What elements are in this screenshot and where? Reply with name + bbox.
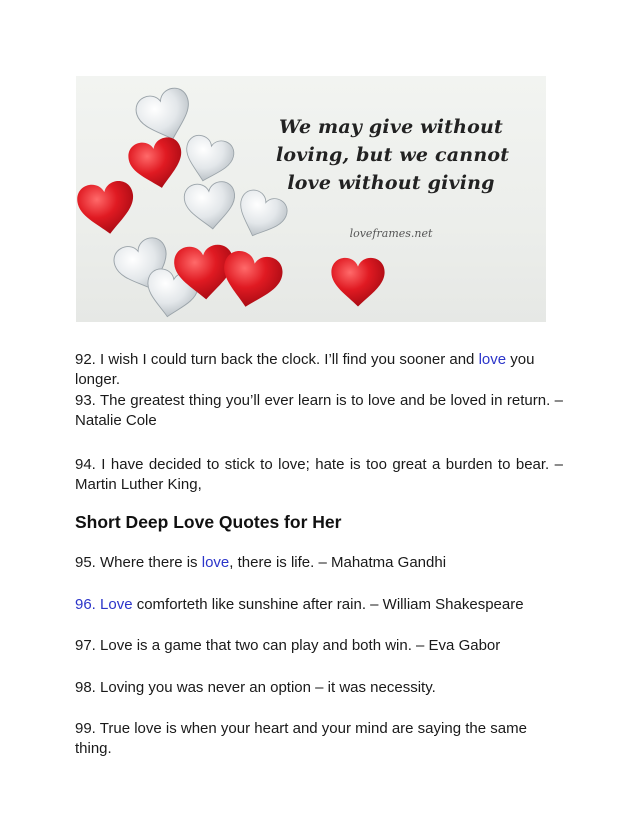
quote-93: 93. The greatest thing you’ll ever learn is to love and be loved in return. – Natalie Cole: [75, 392, 563, 429]
quote-text: you longer.: [75, 351, 535, 388]
quote-text: 92. I wish I could turn back the clock. I’ll find you sooner and: [75, 351, 479, 368]
quote-97: 97. Love is a game that two can play and both win. – Eva Gabor: [75, 637, 501, 654]
image-quote-line-2: loving, but we cannot: [276, 144, 510, 166]
quote-text: 95. Where there is: [75, 554, 202, 571]
quote-text: comforteth like sunshine after rain. – William Shakespeare: [132, 596, 524, 613]
quote-text: , there is life. – Mahatma Gandhi: [229, 554, 447, 571]
love-quote-image: [76, 76, 546, 322]
quote-95: [75, 553, 563, 573]
image-quote-line-1: We may give without: [278, 116, 504, 138]
section-heading: Short Deep Love Quotes for Her: [75, 512, 342, 532]
love-link[interactable]: love: [201, 554, 230, 571]
image-credit: loveframes.net: [349, 227, 433, 240]
quote-99: 99. True love is when your heart and your mind are saying the same thing.: [75, 720, 527, 757]
quote-92: [75, 350, 563, 390]
hearts-illustration: [76, 76, 546, 322]
love-link[interactable]: 96. Love: [75, 596, 133, 613]
image-quote-line-3: love without giving: [287, 172, 495, 194]
love-link[interactable]: love: [478, 351, 507, 368]
quote-96: [75, 595, 563, 615]
quote-94: 94. I have decided to stick to love; hate is too great a burden to bear. – Martin Luther King,: [75, 456, 563, 493]
quote-98: 98. Loving you was never an option – it was necessity.: [75, 679, 436, 696]
